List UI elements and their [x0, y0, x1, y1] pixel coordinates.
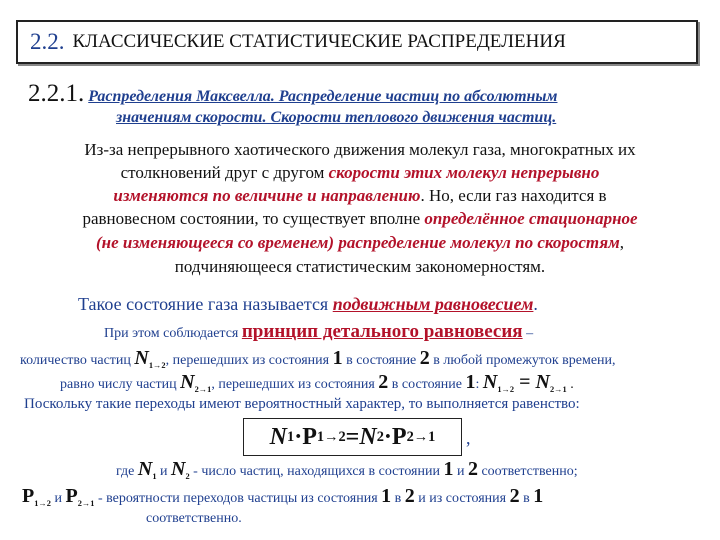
section-title-1: Распределения Максвелла. Распределение частиц по абсолютным: [88, 88, 558, 105]
symbol: N: [137, 458, 153, 480]
text: в состояние: [342, 353, 420, 368]
emph: подвижным равновесием: [332, 294, 534, 314]
dot: ·: [383, 423, 392, 450]
text: , перешедших из состояния: [165, 353, 333, 368]
num: 1: [533, 485, 544, 507]
emph: (не изменяющееся со временем) распределение молекул по скоростям: [96, 233, 620, 252]
equals: =: [345, 423, 360, 450]
para1-line2: [0, 163, 720, 183]
title-box: [16, 20, 698, 64]
subscript: 1: [286, 428, 295, 445]
symbol: N: [535, 371, 550, 393]
section-heading-line2: [116, 109, 556, 127]
subscript: 1→2: [316, 428, 346, 445]
where-line2: [22, 485, 543, 508]
text: количество частиц: [20, 353, 135, 368]
subscript: 2→1: [549, 384, 567, 394]
text: .: [566, 377, 574, 392]
title-number: 2.2.: [30, 29, 65, 54]
text: столкновений друг с другом: [120, 163, 329, 182]
text: :: [475, 377, 483, 392]
dot: ·: [294, 423, 303, 450]
equals: =: [514, 371, 536, 393]
symbol: N: [180, 371, 195, 393]
subscript: 2: [185, 471, 190, 481]
subscript: 2→1: [77, 498, 95, 508]
text: .: [533, 294, 538, 314]
subscript: 2: [376, 428, 384, 445]
text: в любой промежуток времени,: [429, 353, 616, 368]
where-line3: соответственно.: [146, 511, 242, 526]
symbol: N: [134, 347, 149, 369]
text: и из состояния: [414, 491, 510, 506]
text: При этом соблюдается: [104, 326, 242, 341]
text: в: [519, 491, 534, 506]
num: 1: [443, 458, 454, 480]
num: 1: [465, 371, 476, 393]
subscript: 1→2: [34, 498, 51, 508]
text: равновесном состоянии, то существует вполне: [82, 209, 425, 228]
symbol: N: [269, 423, 287, 450]
subscript: 1: [152, 471, 157, 481]
text: в: [391, 491, 405, 506]
text: и: [156, 464, 172, 479]
num: 1: [381, 485, 392, 507]
subscript: 1→2: [497, 384, 515, 394]
para1-line1: Из-за непрерывного хаотического движения молекул газа, многократных их: [84, 140, 636, 159]
subscript: 2→1: [406, 428, 436, 445]
text: где: [116, 464, 138, 479]
emph: определённое стационарное: [424, 209, 638, 228]
symbol: N: [482, 371, 498, 393]
para2-line1: [78, 294, 538, 315]
symbol: N: [359, 423, 377, 450]
para1-line4: [0, 209, 720, 229]
symbol: N: [171, 458, 186, 480]
text: - число частиц, находящихся в состоянии: [189, 464, 444, 479]
page-title: КЛАССИЧЕСКИЕ СТАТИСТИЧЕСКИЕ РАСПРЕДЕЛЕНИЯ: [72, 31, 566, 52]
text: Такое состояние газа называется: [78, 294, 333, 314]
para2-line5: Поскольку такие переходы имеют вероятностный характер, то выполняется равенство:: [24, 396, 580, 412]
symbol: P: [391, 423, 407, 450]
para1-line3: [0, 186, 720, 206]
subscript: 1→2: [148, 360, 166, 370]
num: 2: [467, 458, 478, 480]
text: . Но, если газ находится в: [420, 186, 607, 205]
section-heading-line1: [28, 80, 557, 108]
emph: изменяются по величине и направлению: [113, 186, 421, 205]
num: 2: [378, 371, 389, 393]
num: 2: [404, 485, 415, 507]
text: - вероятности переходов частицы из состояния: [94, 491, 382, 506]
para2-line4: [60, 371, 574, 394]
section-title-2: значениям скорости. Скорости теплового движения частиц.: [116, 109, 557, 126]
text: –: [522, 326, 534, 341]
para1-line5: [0, 233, 720, 253]
text: соответственно;: [477, 464, 578, 479]
text: ,: [619, 233, 624, 252]
num: 1: [332, 347, 343, 369]
symbol: P: [302, 423, 317, 450]
num: 2: [419, 347, 430, 369]
formula-comma: ,: [466, 428, 471, 448]
symbol: P: [65, 485, 78, 507]
num: 2: [509, 485, 520, 507]
text: в состояние: [388, 377, 466, 392]
text: и: [50, 491, 66, 506]
principle: принцип детального равновесия: [241, 321, 523, 342]
formula-box: [243, 418, 462, 456]
para1-line6: подчиняющееся статистическим закономерностям.: [174, 257, 546, 276]
text: , перешедших из состояния: [211, 377, 379, 392]
subscript: 2→1: [194, 384, 212, 394]
para2-line3: [20, 347, 616, 370]
where-line1: [116, 458, 578, 481]
text: и: [453, 464, 468, 479]
section-number: 2.2.1.: [28, 80, 85, 107]
symbol: P: [22, 485, 35, 507]
emph: скорости этих молекул непрерывно: [328, 163, 600, 182]
para2-line2: [104, 321, 533, 343]
text: равно числу частиц: [60, 377, 181, 392]
